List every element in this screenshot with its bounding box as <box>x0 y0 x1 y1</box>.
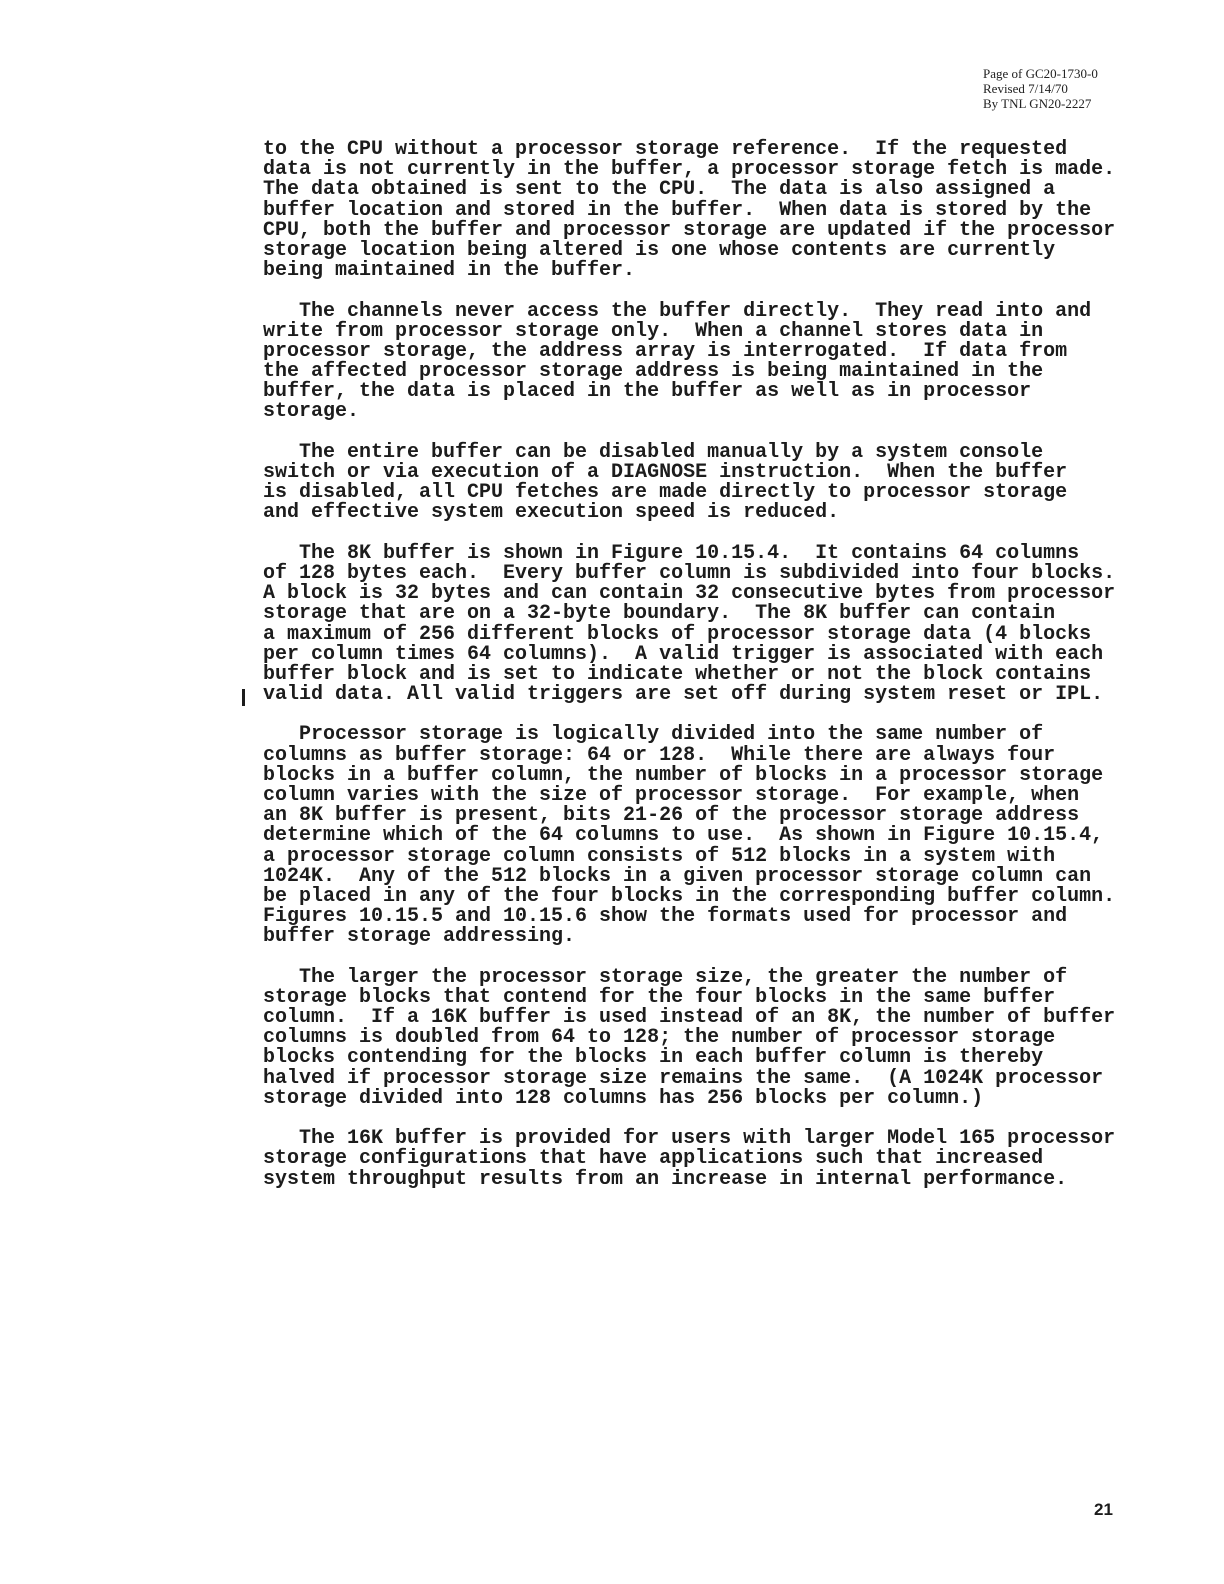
text-line: buffer storage addressing. <box>263 925 576 949</box>
text-line: storage location being altered is one whose contents are currently <box>263 238 1056 262</box>
text-line: storage blocks that contend for the four blocks in the same buffer <box>263 985 1056 1009</box>
revision-change-bar <box>242 689 245 706</box>
text-line: CPU, both the buffer and processor storage are updated if the processor <box>263 218 1116 242</box>
text-line: being maintained in the buffer. <box>263 259 636 283</box>
paragraph <box>263 440 1203 525</box>
header-tnl-number: By TNL GN20-2227 <box>983 96 1092 111</box>
text-line: 1024K. Any of the 512 blocks in a given processor storage column can <box>263 864 1092 888</box>
text-line: a maximum of 256 different blocks of processor storage data (4 blocks <box>263 622 1092 646</box>
text-line: The larger the processor storage size, the greater the number of <box>263 965 1068 989</box>
text-line: The 16K buffer is provided for users with larger Model 165 processor <box>263 1127 1116 1151</box>
paragraph <box>263 140 1203 281</box>
text-line: write from processor storage only. When a channel stores data in <box>263 319 1044 343</box>
paragraph <box>263 725 1203 947</box>
text-line: columns as buffer storage: 64 or 128. While there are always four <box>263 743 1056 767</box>
text-line: and effective system execution speed is reduced. <box>263 501 840 525</box>
header-revision-date: Revised 7/14/70 <box>983 81 1068 96</box>
paragraph <box>263 965 1203 1110</box>
text-line: determine which of the 64 columns to use. As shown in Figure 10.15.4, <box>263 824 1104 848</box>
paragraph <box>263 1129 1203 1190</box>
text-line: The 8K buffer is shown in Figure 10.15.4. It contains 64 columns <box>263 541 1080 565</box>
text-line: buffer, the data is placed in the buffer as well as in processor <box>263 380 1032 404</box>
text-line: an 8K buffer is present, bits 21-26 of the processor storage address <box>263 804 1080 828</box>
paragraph <box>263 299 1203 424</box>
text-line: system throughput results from an increase in internal performance. <box>263 1167 1068 1191</box>
text-line: halved if processor storage size remains the same. (A 1024K processor <box>263 1066 1104 1090</box>
text-line: switch or via execution of a DIAGNOSE instruction. When the buffer <box>263 461 1068 484</box>
text-line: Figures 10.15.5 and 10.15.6 show the formats used for processor and <box>263 905 1068 929</box>
text-line: per column times 64 columns). A valid trigger is associated with each <box>263 642 1104 666</box>
text-line: to the CPU without a processor storage reference. If the requested <box>263 138 1068 161</box>
text-line: columns is doubled from 64 to 128; the number of processor storage <box>263 1026 1056 1050</box>
text-line: the affected processor storage address is being maintained in the <box>263 360 1044 384</box>
text-line: storage that are on a 32-byte boundary. The 8K buffer can contain <box>263 602 1056 626</box>
page-header <box>983 66 1213 111</box>
text-line: be placed in any of the four blocks in the corresponding buffer column. <box>263 884 1116 908</box>
text-line: storage divided into 128 columns has 256 blocks per column.) <box>263 1086 984 1110</box>
text-line: The data obtained is sent to the CPU. The data is also assigned a <box>263 178 1056 202</box>
text-line: The channels never access the buffer directly. They read into and <box>263 299 1092 323</box>
text-line: a processor storage column consists of 512 blocks in a system with <box>263 844 1056 868</box>
text-line: blocks contending for the blocks in each buffer column is thereby <box>263 1046 1044 1070</box>
paragraph <box>263 541 1203 707</box>
text-line: blocks in a buffer column, the number of blocks in a processor storage <box>263 763 1104 787</box>
text-line: valid data. All valid triggers are set off during system reset or IPL. <box>263 683 1104 707</box>
text-line: buffer block and is set to indicate whether or not the block contains <box>263 662 1092 686</box>
text-line: storage configurations that have applications such that increased <box>263 1147 1044 1171</box>
text-line: storage. <box>263 400 360 424</box>
header-document-number: Page of GC20-1730-0 <box>983 66 1098 81</box>
body-text <box>263 140 1203 1210</box>
text-line: Processor storage is logically divided into the same number of <box>263 723 1044 747</box>
text-line: A block is 32 bytes and can contain 32 consecutive bytes from processor <box>263 582 1116 606</box>
text-line: is disabled, all CPU fetches are made directly to processor storage <box>263 481 1068 505</box>
text-line: column varies with the size of processor storage. For example, when <box>263 784 1080 807</box>
text-line: processor storage, the address array is interrogated. If data from <box>263 339 1068 363</box>
page-number: 21 <box>1094 1500 1113 1519</box>
text-line: of 128 bytes each. Every buffer column is subdivided into four blocks. <box>263 561 1116 585</box>
text-line: data is not currently in the buffer, a processor storage fetch is made. <box>263 158 1116 182</box>
text-line: column. If a 16K buffer is used instead of an 8K, the number of buffer <box>263 1006 1116 1030</box>
text-line: buffer location and stored in the buffer. When data is stored by the <box>263 198 1092 222</box>
text-line: The entire buffer can be disabled manually by a system console <box>263 440 1044 464</box>
